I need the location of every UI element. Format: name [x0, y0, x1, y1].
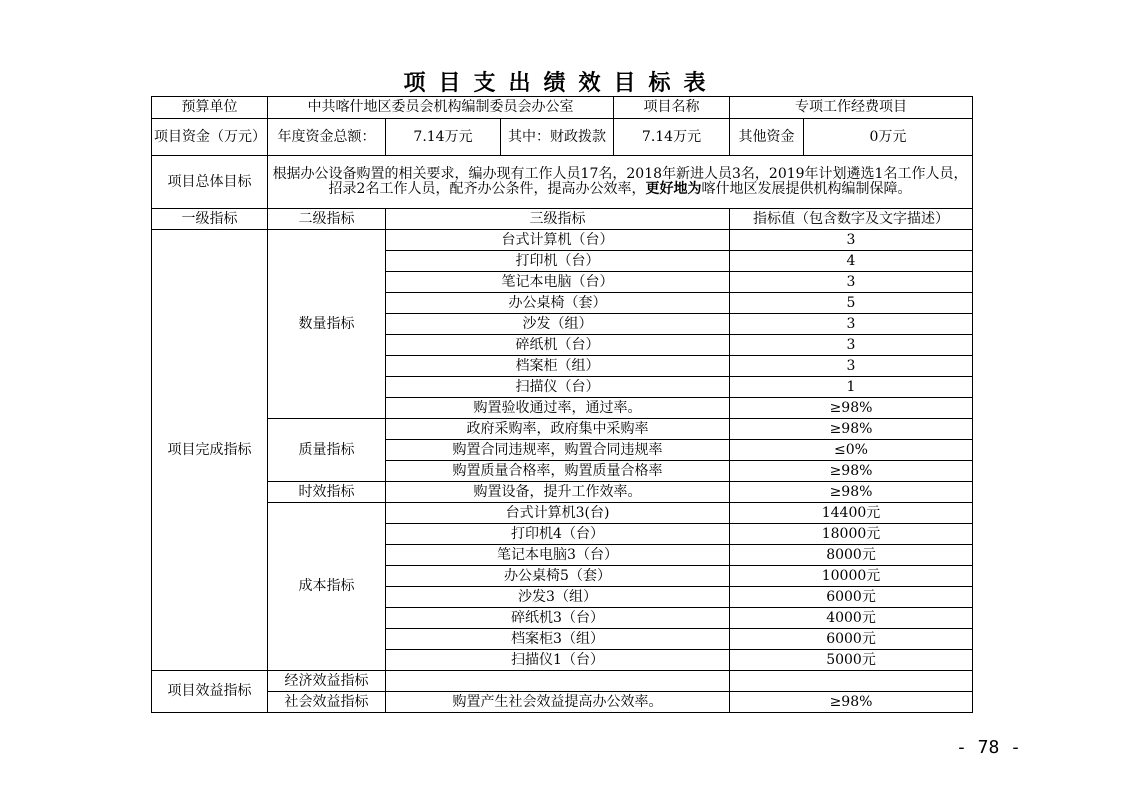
- indicator-value: ≥98%: [730, 482, 973, 503]
- other-funds-value: 0万元: [804, 119, 973, 156]
- indicator-value: 4: [730, 251, 973, 272]
- table-row: [152, 119, 973, 156]
- budget-unit-label: 预算单位: [152, 97, 268, 119]
- indicator-value: 14400元: [730, 503, 973, 524]
- quantity-indicator-label: 数量指标: [268, 230, 386, 419]
- indicator-name: 台式计算机3(台): [386, 503, 730, 524]
- indicator-name: 碎纸机（台）: [386, 335, 730, 356]
- indicator-value: ≤0%: [730, 440, 973, 461]
- indicator-name: 沙发（组）: [386, 314, 730, 335]
- funds-label: 项目资金（万元）: [152, 119, 268, 156]
- page-number: - 78 -: [956, 737, 1022, 758]
- indicator-name: 笔记本电脑3（台）: [386, 545, 730, 566]
- indicator-name: 打印机4（台）: [386, 524, 730, 545]
- indicator-value: 3: [730, 356, 973, 377]
- document-title: 项目支出绩效目标表: [403, 70, 719, 96]
- indicator-value: [730, 671, 973, 692]
- indicator-name: 扫描仪1（台）: [386, 650, 730, 671]
- table-row: [152, 692, 973, 713]
- table-row: [152, 671, 973, 692]
- column-header: 指标值（包含数字及文字描述）: [730, 209, 973, 230]
- finance-label: 其中：财政拨款: [501, 119, 614, 156]
- indicator-value: 3: [730, 314, 973, 335]
- indicator-name: 档案柜（组）: [386, 356, 730, 377]
- column-header-row: [152, 209, 973, 230]
- indicator-name: 台式计算机（台）: [386, 230, 730, 251]
- indicator-value: 6000元: [730, 629, 973, 650]
- table-row: [152, 97, 973, 119]
- indicator-name: [386, 671, 730, 692]
- project-name-value: 专项工作经费项目: [730, 97, 973, 119]
- indicator-value: 6000元: [730, 587, 973, 608]
- goal-text: [268, 156, 973, 209]
- budget-unit-value: 中共喀什地区委员会机构编制委员会办公室: [268, 97, 614, 119]
- indicator-value: 8000元: [730, 545, 973, 566]
- table-row: [152, 230, 973, 251]
- other-funds-label: 其他资金: [730, 119, 804, 156]
- annual-total-label: 年度资金总额：: [268, 119, 386, 156]
- column-header: 二级指标: [268, 209, 386, 230]
- table-row: [152, 156, 973, 209]
- completion-indicator-label: 项目完成指标: [152, 230, 268, 671]
- social-benefit-label: 社会效益指标: [268, 692, 386, 713]
- indicator-value: ≥98%: [730, 398, 973, 419]
- indicator-value: 3: [730, 335, 973, 356]
- indicator-name: 购置产生社会效益提高办公效率。: [386, 692, 730, 713]
- table-row: [152, 482, 973, 503]
- goal-label: 项目总体目标: [152, 156, 268, 209]
- indicator-name: 碎纸机3（台）: [386, 608, 730, 629]
- quality-indicator-label: 质量指标: [268, 419, 386, 482]
- indicator-name: 笔记本电脑（台）: [386, 272, 730, 293]
- indicator-value: ≥98%: [730, 461, 973, 482]
- timeliness-indicator-label: 时效指标: [268, 482, 386, 503]
- indicator-value: 1: [730, 377, 973, 398]
- indicator-name: 扫描仪（台）: [386, 377, 730, 398]
- indicator-name: 购置设备，提升工作效率。: [386, 482, 730, 503]
- project-name-label: 项目名称: [614, 97, 730, 119]
- finance-value: 7.14万元: [614, 119, 730, 156]
- cost-indicator-label: 成本指标: [268, 503, 386, 671]
- annual-total-value: 7.14万元: [386, 119, 501, 156]
- indicator-name: 购置合同违规率，购置合同违规率: [386, 440, 730, 461]
- indicator-name: 档案柜3（组）: [386, 629, 730, 650]
- indicator-value: 5000元: [730, 650, 973, 671]
- economic-benefit-label: 经济效益指标: [268, 671, 386, 692]
- table-row: [152, 419, 973, 440]
- performance-target-table: [151, 96, 973, 713]
- indicator-value: 4000元: [730, 608, 973, 629]
- goal-text-part: 根据办公设备购置的相关要求，编办现有工作人员17名，2018年新进人员3名，2019年计划遴选1名工作人员，招录2名工作人员，配齐办公条件，提高办公效率，: [272, 166, 968, 197]
- indicator-name: 购置验收通过率，通过率。: [386, 398, 730, 419]
- goal-text-highlight: 更好地为: [645, 181, 702, 197]
- goal-text-part: 喀什地区发展提供机构编制保障。: [701, 181, 912, 197]
- indicator-name: 购置质量合格率，购置质量合格率: [386, 461, 730, 482]
- indicator-name: 沙发3（组）: [386, 587, 730, 608]
- indicator-value: 18000元: [730, 524, 973, 545]
- indicator-value: ≥98%: [730, 419, 973, 440]
- column-header: 三级指标: [386, 209, 730, 230]
- indicator-value: ≥98%: [730, 692, 973, 713]
- indicator-value: 5: [730, 293, 973, 314]
- indicator-name: 办公桌椅（套）: [386, 293, 730, 314]
- indicator-value: 3: [730, 272, 973, 293]
- indicator-value: 3: [730, 230, 973, 251]
- indicator-name: 办公桌椅5（套）: [386, 566, 730, 587]
- benefit-indicator-label: 项目效益指标: [152, 671, 268, 713]
- column-header: 一级指标: [152, 209, 268, 230]
- indicator-name: 政府采购率，政府集中采购率: [386, 419, 730, 440]
- table-row: [152, 503, 973, 524]
- indicator-name: 打印机（台）: [386, 251, 730, 272]
- indicator-value: 10000元: [730, 566, 973, 587]
